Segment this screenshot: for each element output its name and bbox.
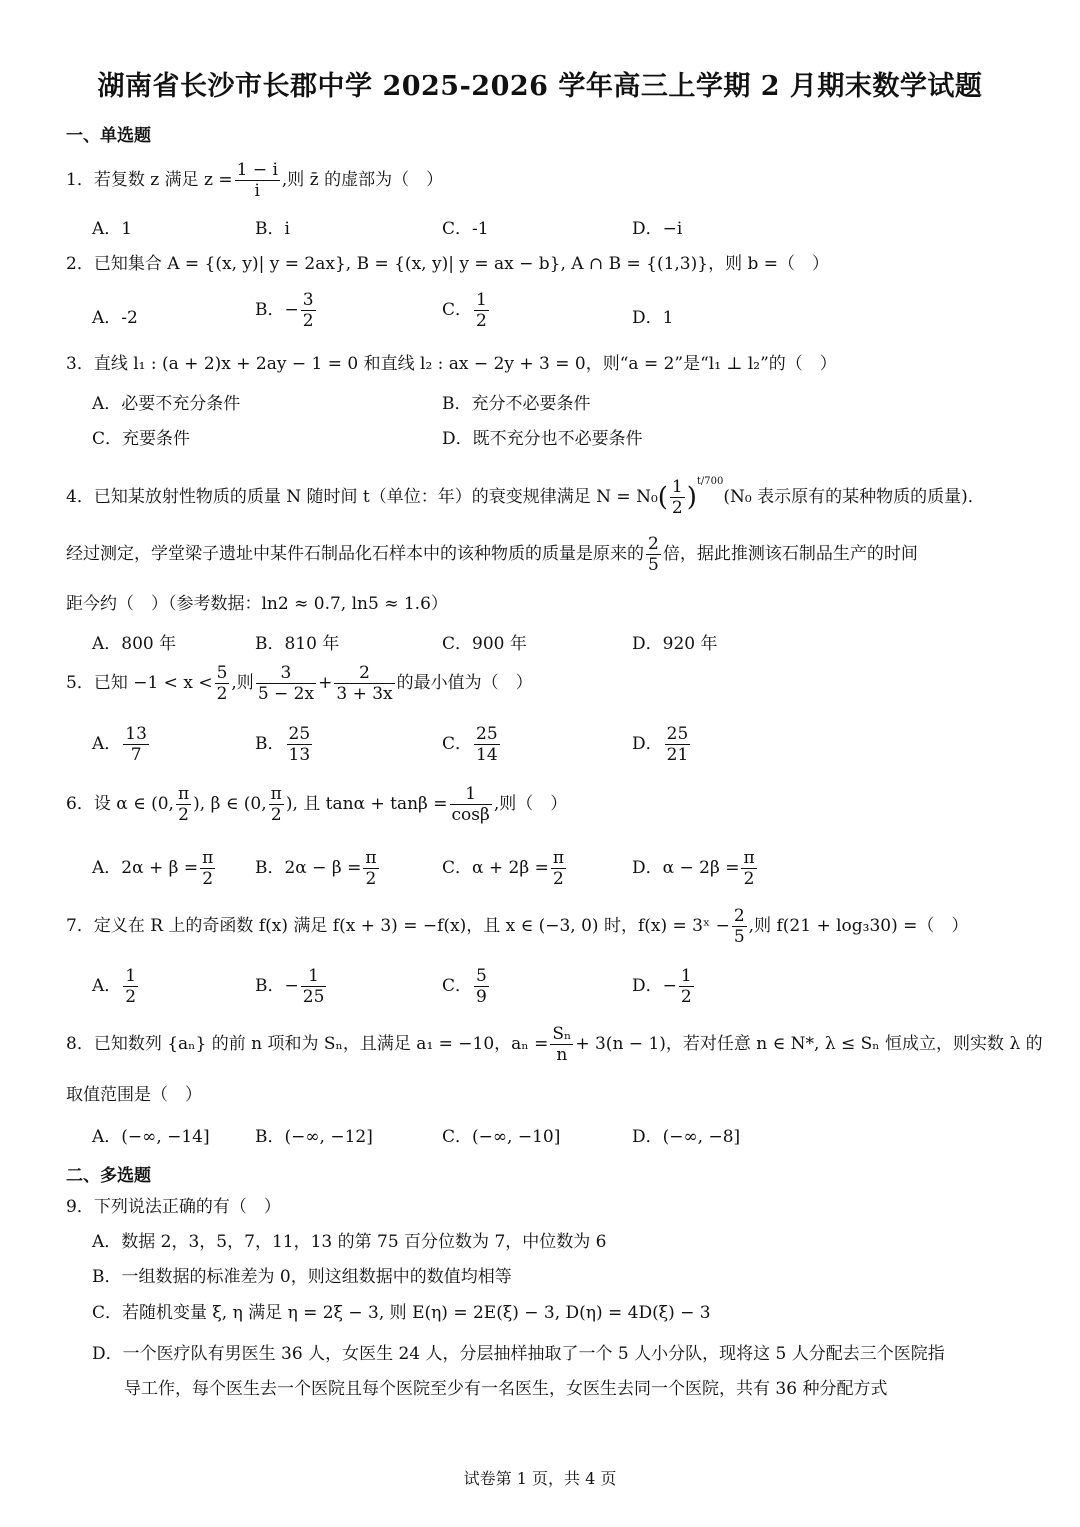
q5-option-a-label: A． bbox=[92, 734, 122, 754]
q6-pi-a: π bbox=[177, 784, 190, 804]
q6-f-numerator: 1 bbox=[450, 784, 492, 805]
question-8-stem bbox=[66, 1024, 1043, 1065]
q5-option-b-numerator: 25 bbox=[288, 724, 311, 744]
q7-option-a-numerator: 1 bbox=[125, 966, 137, 986]
question-8-line-2: 取值范围是（ ） bbox=[66, 1085, 202, 1105]
q9-option-b: B．一组数据的标准差为 0，则这组数据中的数值均相等 bbox=[92, 1267, 512, 1287]
q4-line2-prefix: 经过测定，学堂梁子遗址中某件石制品化石样本中的该种物质的质量是原来的 bbox=[66, 544, 644, 564]
q7-option-b-denominator: 25 bbox=[302, 987, 325, 1007]
q4-line1-suffix: (N₀ 表示原有的某种物质的质量)． bbox=[723, 487, 985, 507]
q6-option-a-two: 2 bbox=[202, 869, 214, 889]
q6-mid-1: ), β ∈ (0, bbox=[193, 794, 267, 814]
question-7-stem bbox=[66, 906, 968, 947]
question-2-stem: 2．已知集合 A = {(x, y)| y = 2ax}, B = {(x, y)| y = ax − b}, A ∩ B = {(1,3)}，则 b =（ ） bbox=[66, 254, 830, 274]
q6-option-c-label: C．α + 2β = bbox=[442, 858, 549, 878]
q5-option-d-denominator: 21 bbox=[666, 745, 689, 765]
q7-option-a-denominator: 2 bbox=[125, 987, 137, 1007]
q5-f2-numerator: 3 bbox=[256, 663, 316, 684]
q7-option-d-fraction bbox=[679, 966, 694, 1007]
q6-option-c bbox=[442, 848, 568, 889]
q1-option-d: D．−i bbox=[632, 219, 683, 239]
q2-option-c-label: C． bbox=[442, 300, 473, 320]
q9-option-c: C．若随机变量 ξ, η 满足 η = 2ξ − 3, 则 E(η) = 2E(ξ) − 3, D(η) = 4D(ξ) − 3 bbox=[92, 1303, 711, 1323]
q6-option-a-fraction bbox=[200, 848, 215, 889]
q9-option-a: A．数据 2，3，5，7，11，13 的第 75 百分位数为 7，中位数为 6 bbox=[92, 1232, 607, 1252]
q5-option-a bbox=[92, 724, 151, 765]
q6-option-b-fraction bbox=[363, 848, 378, 889]
q6-option-b-label: B．2α − β = bbox=[255, 858, 362, 878]
q7-option-d-denominator: 2 bbox=[680, 987, 692, 1007]
q4-paren-close: ) bbox=[686, 482, 697, 513]
section-heading-multiple-choice: 二、多选题 bbox=[66, 1166, 151, 1186]
q4-line2-fraction bbox=[646, 534, 661, 575]
q5-option-b-denominator: 13 bbox=[288, 745, 311, 765]
page-title: 湖南省长沙市长郡中学 2025-2026 学年高三上学期 2 月期末数学试题 bbox=[97, 71, 983, 102]
question-9-stem: 9．下列说法正确的有（ ） bbox=[66, 1197, 281, 1217]
q5-option-c bbox=[442, 724, 502, 765]
q7-option-c-fraction bbox=[474, 966, 489, 1007]
q4-option-b: B．810 年 bbox=[255, 634, 340, 654]
q5-f3-denominator: 3 + 3x bbox=[336, 684, 393, 704]
question-4-line-1 bbox=[66, 470, 985, 518]
q5-option-a-denominator: 7 bbox=[130, 745, 142, 765]
q4-paren-open: ( bbox=[657, 482, 668, 513]
q3-option-a: A．必要不充分条件 bbox=[92, 394, 241, 414]
q3-option-c: C．充要条件 bbox=[92, 429, 191, 449]
q2-option-b bbox=[255, 290, 318, 331]
q1-option-c: C．-1 bbox=[442, 219, 489, 239]
q5-option-c-label: C． bbox=[442, 734, 473, 754]
q5-option-d-label: D． bbox=[632, 734, 663, 754]
q5-fraction-1 bbox=[215, 663, 230, 704]
q4-line2-denominator: 5 bbox=[648, 555, 659, 575]
q7-option-d bbox=[632, 966, 696, 1007]
q7-option-b bbox=[255, 966, 328, 1007]
q4-option-c: C．900 年 bbox=[442, 634, 527, 654]
q5-option-d-numerator: 25 bbox=[666, 724, 689, 744]
q2-option-c-denominator: 2 bbox=[476, 311, 487, 331]
q6-pi-over-2-a bbox=[176, 784, 191, 825]
q1-option-b: B．i bbox=[255, 219, 290, 239]
q4-line1-denominator: 2 bbox=[671, 498, 683, 518]
q3-option-d: D．既不充分也不必要条件 bbox=[442, 429, 643, 449]
q5-option-b-label: B． bbox=[255, 734, 285, 754]
q6-mid-2: ), 且 tanα + tanβ = bbox=[285, 794, 448, 814]
q6-suffix: ,则（ ） bbox=[493, 794, 568, 814]
q6-option-a-pi: π bbox=[202, 848, 214, 868]
q6-option-c-pi: π bbox=[552, 848, 565, 868]
q8-option-b: B．(−∞, −12] bbox=[255, 1127, 373, 1147]
q1-fraction bbox=[235, 160, 280, 201]
q2-option-c bbox=[442, 290, 491, 331]
q7-option-d-numerator: 1 bbox=[680, 966, 692, 986]
q6-option-c-two: 2 bbox=[553, 869, 564, 889]
q4-line1-fraction bbox=[670, 477, 685, 518]
q6-f-denominator: cosβ bbox=[451, 805, 490, 825]
q5-option-d bbox=[632, 724, 692, 765]
q5-option-c-fraction bbox=[474, 724, 500, 765]
q5-prefix: 5．已知 −1 < x < bbox=[66, 673, 213, 693]
q5-option-b-fraction bbox=[287, 724, 313, 765]
q6-two-a: 2 bbox=[178, 805, 189, 825]
q7-prefix: 7．定义在 R 上的奇函数 f(x) 满足 f(x + 3) = −f(x)，且 x ∈ (−3, 0) 时，f(x) = 3ˣ − bbox=[66, 916, 730, 936]
q8-option-c: C．(−∞, −10] bbox=[442, 1127, 561, 1147]
q6-option-d-pi: π bbox=[743, 848, 755, 868]
q2-option-b-fraction bbox=[301, 290, 316, 331]
q8-suffix: + 3(n − 1)，若对任意 n ∈ N*, λ ≤ Sₙ 恒成立，则实数 λ 的 bbox=[575, 1034, 1043, 1054]
q6-option-b bbox=[255, 848, 381, 889]
q4-option-a: A．800 年 bbox=[92, 634, 177, 654]
q4-option-d: D．920 年 bbox=[632, 634, 718, 654]
q6-pi-b: π bbox=[270, 784, 282, 804]
q7-option-c bbox=[442, 966, 491, 1007]
q6-two-b: 2 bbox=[270, 805, 282, 825]
page-footer: 试卷第 1 页，共 4 页 bbox=[463, 1469, 617, 1488]
q7-option-a bbox=[92, 966, 140, 1007]
q6-prefix: 6．设 α ∈ (0, bbox=[66, 794, 174, 814]
q5-option-b bbox=[255, 724, 314, 765]
q4-exponent: t/700 bbox=[696, 476, 724, 487]
q9-option-d-line-2: 导工作，每个医生去一个医院且每个医院至少有一名医生，女医生去同一个医院，共有 36 种分配方式 bbox=[124, 1379, 888, 1399]
q9-option-d-line-1: D．一个医疗队有男医生 36 人，女医生 24 人，分层抽样抽取了一个 5 人小分队，现将这 5 人分配去三个医院指 bbox=[92, 1344, 945, 1364]
q5-fraction-3 bbox=[334, 663, 394, 704]
q2-option-b-denominator: 2 bbox=[302, 311, 314, 331]
question-4-line-2 bbox=[66, 534, 918, 575]
q6-option-c-fraction bbox=[551, 848, 566, 889]
question-4-line-3: 距今约（ ）（参考数据：ln2 ≈ 0.7, ln5 ≈ 1.6） bbox=[66, 594, 448, 614]
q8-f-numerator: Sₙ bbox=[552, 1024, 572, 1044]
q5-option-a-numerator: 13 bbox=[125, 724, 147, 744]
q3-option-b: B．充分不必要条件 bbox=[442, 394, 591, 414]
q4-line2-numerator: 2 bbox=[648, 534, 659, 554]
q7-option-c-label: C． bbox=[442, 976, 473, 996]
q2-option-d: D．1 bbox=[632, 308, 674, 328]
q5-option-c-denominator: 14 bbox=[476, 745, 498, 765]
q7-f-numerator: 2 bbox=[733, 906, 745, 926]
q5-plus: + bbox=[318, 673, 333, 693]
q7-option-a-label: A． bbox=[92, 976, 122, 996]
q5-option-c-numerator: 25 bbox=[476, 724, 498, 744]
q7-option-c-denominator: 9 bbox=[476, 987, 487, 1007]
q5-option-a-fraction bbox=[123, 724, 149, 765]
q5-option-d-fraction bbox=[665, 724, 691, 765]
q8-option-a: A．(−∞, −14] bbox=[92, 1127, 210, 1147]
question-3-stem: 3．直线 l₁ : (a + 2)x + 2ay − 1 = 0 和直线 l₂ : ax − 2y + 3 = 0，则“a = 2”是“l₁ ⊥ l₂”的（ ） bbox=[66, 354, 837, 374]
q6-fraction bbox=[450, 784, 492, 825]
q6-option-d-label: D．α − 2β = bbox=[632, 858, 740, 878]
q5-f2-denominator: 5 − 2x bbox=[257, 684, 315, 704]
q5-mid: ,则 bbox=[231, 673, 254, 693]
q7-f-denominator: 5 bbox=[733, 927, 745, 947]
q1-option-a: A．1 bbox=[92, 219, 133, 239]
q2-option-b-numerator: 3 bbox=[302, 290, 314, 310]
q7-option-c-numerator: 5 bbox=[476, 966, 487, 986]
q5-f1-numerator: 5 bbox=[216, 663, 228, 683]
q4-line1-numerator: 1 bbox=[671, 477, 683, 497]
question-5-stem bbox=[66, 663, 533, 704]
q5-f3-numerator: 2 bbox=[334, 663, 394, 684]
q7-fraction bbox=[732, 906, 747, 947]
q8-fraction bbox=[550, 1024, 573, 1065]
q1-frac-denominator: i bbox=[254, 181, 260, 201]
q1-frac-numerator: 1 − i bbox=[236, 160, 278, 180]
q5-suffix: 的最小值为（ ） bbox=[396, 673, 533, 693]
q6-option-d bbox=[632, 848, 759, 889]
q7-suffix: ,则 f(21 + log₃30) =（ ） bbox=[748, 916, 969, 936]
q2-option-b-label: B．− bbox=[255, 300, 299, 320]
q6-option-d-fraction bbox=[741, 848, 756, 889]
q1-text-prefix: 1．若复数 z 满足 z = bbox=[66, 170, 233, 190]
q2-option-c-fraction bbox=[474, 290, 489, 331]
q8-prefix: 8．已知数列 {aₙ} 的前 n 项和为 Sₙ，且满足 a₁ = −10，aₙ = bbox=[66, 1034, 549, 1054]
q4-line2-suffix: 倍，据此推测该石制品生产的时间 bbox=[662, 544, 918, 564]
q5-fraction-2 bbox=[256, 663, 316, 704]
q6-option-a-label: A．2α + β = bbox=[92, 858, 199, 878]
q7-option-d-label: D．− bbox=[632, 976, 677, 996]
q2-option-c-numerator: 1 bbox=[476, 290, 487, 310]
q7-option-b-numerator: 1 bbox=[301, 966, 327, 987]
q7-option-b-label: B．− bbox=[255, 976, 299, 996]
q7-option-b-fraction bbox=[301, 966, 327, 1007]
q4-line1-prefix: 4．已知某放射性物质的质量 N 随时间 t（单位：年）的衰变规律满足 N = N₀ bbox=[66, 487, 658, 507]
section-heading-single-choice: 一、单选题 bbox=[66, 126, 151, 146]
q1-text-suffix: ,则 z̄ 的虚部为（ ） bbox=[281, 170, 444, 190]
question-1-stem bbox=[66, 160, 443, 201]
q2-option-a: A．-2 bbox=[92, 308, 138, 328]
q6-option-b-two: 2 bbox=[365, 869, 377, 889]
q8-f-denominator: n bbox=[556, 1045, 568, 1065]
q6-option-a bbox=[92, 848, 217, 889]
q6-option-d-two: 2 bbox=[743, 869, 755, 889]
q6-option-b-pi: π bbox=[365, 848, 377, 868]
q8-option-d: D．(−∞, −8] bbox=[632, 1127, 741, 1147]
q5-f1-denominator: 2 bbox=[216, 684, 228, 704]
question-6-stem bbox=[66, 784, 567, 825]
q6-pi-over-2-b bbox=[269, 784, 284, 825]
q7-option-a-fraction bbox=[123, 966, 138, 1007]
